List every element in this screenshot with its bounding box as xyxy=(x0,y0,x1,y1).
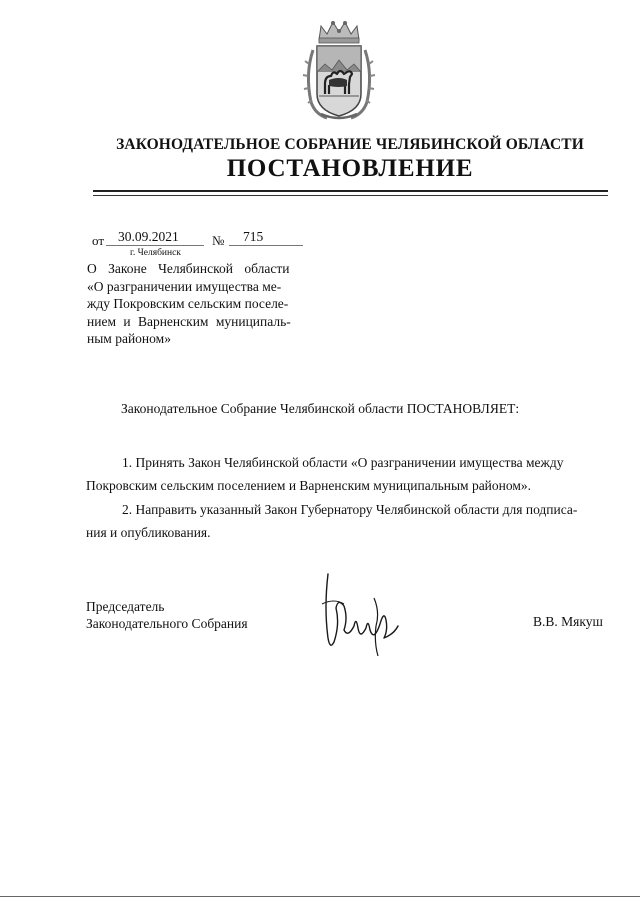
organization-title: ЗАКОНОДАТЕЛЬНОЕ СОБРАНИЕ ЧЕЛЯБИНСКОЙ ОБЛАСТИ xyxy=(116,136,584,153)
item-2-line: ния и опубликования. xyxy=(86,525,211,540)
subject-line: О Законе Челябинской области xyxy=(87,261,290,276)
item-1-line: Покровским сельским поселением и Варненским муниципальным районом». xyxy=(86,478,532,493)
position-line: Председатель xyxy=(86,599,165,614)
header-divider-top xyxy=(93,190,608,192)
signatory-position xyxy=(86,598,248,632)
item-2-line: 2. Направить указанный Закон Губернатору Челябинской области для подписа- xyxy=(122,502,578,517)
handwritten-signature-icon xyxy=(314,568,404,660)
number-underline xyxy=(229,245,303,246)
subject-line: «О разграничении имущества ме- xyxy=(87,278,282,294)
header-divider-bottom xyxy=(93,195,608,196)
date-underline xyxy=(106,245,204,246)
document-type-title: ПОСТАНОВЛЕНИЕ xyxy=(226,155,474,182)
subject-line: ным районом» xyxy=(87,331,171,347)
subject-line: нием и Варненским муниципаль- xyxy=(87,313,291,329)
preamble-text: Законодательное Собрание Челябинской области ПОСТАНОВЛЯЕТ: xyxy=(121,401,520,416)
document-subject xyxy=(87,260,299,348)
signatory-name: В.В. Мякуш xyxy=(533,614,603,629)
document-date: 30.09.2021 xyxy=(118,229,179,244)
resolution-item-1 xyxy=(86,451,608,497)
position-line: Законодательного Собрания xyxy=(86,616,248,631)
date-prefix-label: от xyxy=(92,233,105,248)
subject-line: жду Покровским сельским поселе- xyxy=(87,296,289,312)
city-label: г. Челябинск xyxy=(130,248,181,258)
document-number: 715 xyxy=(243,229,264,244)
item-1-line: 1. Принять Закон Челябинской области «О разграничении имущества между xyxy=(122,455,564,470)
resolution-item-2 xyxy=(86,498,608,544)
number-prefix-label: № xyxy=(212,233,225,248)
chelyabinsk-coat-of-arms-icon xyxy=(299,14,379,122)
footer-divider xyxy=(0,896,640,897)
